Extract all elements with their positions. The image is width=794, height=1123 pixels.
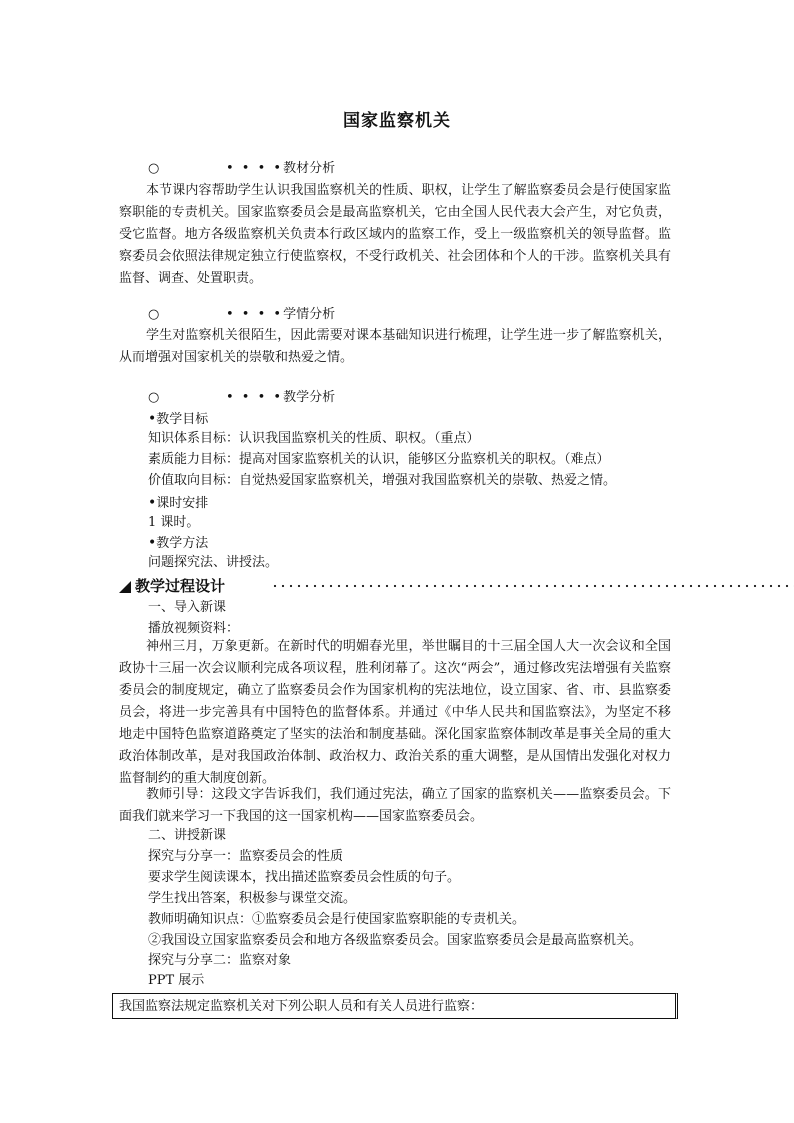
video-label: 播放视频资料：	[148, 621, 240, 636]
goals-title: •教学目标	[148, 411, 209, 427]
new-lesson-title: 二、讲授新课	[148, 828, 227, 843]
schedule-text: 1 课时。	[148, 515, 200, 530]
document-title: 国家监察机关	[343, 111, 451, 131]
explore1-point2: ②我国设立国家监察委员会和地方各级监察委员会。国家监察委员会是最高监察机关。	[148, 933, 643, 948]
explore2-title: 探究与分享二：监察对象	[148, 953, 292, 968]
design-heading: 教学过程设计	[135, 577, 226, 595]
triangle-marker-icon	[119, 581, 131, 593]
teacher-guide-paragraph: 教师引导：这段文字告诉我们，我们通过宪法，确立了国家的监察机关——监察委员会。下面我们就来学习一下我国的这一国家机构——国家监察委员会。	[119, 787, 671, 824]
circle-marker-icon: ○	[148, 307, 160, 322]
explore1-response: 学生找出答案，积极参与课堂交流。	[148, 891, 357, 906]
method-text: 问题探究法、讲授法。	[148, 555, 279, 570]
supervision-box: 我国监察法规定监察机关对下列公职人员和有关人员进行监察：	[112, 993, 678, 1019]
goal-value: 价值取向目标：自觉热爱国家监察机关，增强对我国监察机关的崇敬、热爱之情。	[148, 473, 617, 488]
video-paragraph: 神州三月，万象更新。在新时代的明媚春光里，举世瞩目的十三届全国人大一次会议和全国政协十三届一次会议顺利完成各项议程，胜利闭幕了。这次“两会”，通过修改宪法增强有关监察委员会的制度规定，确立了监察委员会作为国家机构的宪法地位，设立国家、省、市、县监察委员会，将进一步完善具有中国特色的监督体系。并通过《中华人民共和国监察法》，为坚定不移地走中国特色监察道路奠定了坚实的法治和制度基础。深化国家监察体制改革是事关全局的重大政治体制改革，是对我国政治体制、政治权力、政治关系的重大调整，是从国情出发强化对权力监督制约的重大制度创新。	[119, 639, 671, 786]
goal-ability: 素质能力目标：提高对国家监察机关的认识，能够区分监察机关的职权。（难点）	[148, 452, 610, 467]
dots-marker-icon: • • • •	[226, 390, 284, 405]
method-title: •教学方法	[148, 535, 209, 551]
design-section-bar	[119, 576, 794, 596]
explore1-title: 探究与分享一：监察委员会的性质	[148, 849, 344, 864]
intro-title: 一、导入新课	[148, 600, 227, 615]
goal-knowledge: 知识体系目标：认识我国监察机关的性质、职权。（重点）	[148, 431, 480, 446]
bullet-icon: •	[148, 411, 157, 427]
section-heading-teaching-analysis	[148, 389, 335, 407]
bullet-icon: •	[148, 495, 157, 511]
student-analysis-paragraph: 学生对监察机关很陌生，因此需要对课本基础知识进行梳理，让学生进一步了解监察机关，从而增强对国家机关的崇敬和热爱之情。	[119, 328, 671, 365]
dots-marker-icon: • • • •	[226, 161, 284, 176]
section-heading-text: 教材分析	[283, 161, 336, 176]
circle-marker-icon: ○	[148, 161, 160, 176]
explore1-point1: 教师明确知识点：①监察委员会是行使国家监察职能的专责机关。	[148, 912, 526, 927]
dots-marker-icon: • • • •	[226, 307, 284, 322]
section-heading-text: 教学分析	[283, 390, 336, 405]
explore1-requirement: 要求学生阅读课本，找出描述监察委员会性质的句子。	[148, 870, 461, 885]
textbook-analysis-paragraph: 本节课内容帮助学生认识我国监察机关的性质、职权，让学生了解监察委员会是行使国家监察职能的专责机关。国家监察委员会是最高监察机关，它由全国人民代表大会产生，对它负责，受它监督。地方各级监察机关负责本行政区域内的监察工作，受上一级监察机关的领导监督。监察委员会依照法律规定独立行使监察权，不受行政机关、社会团体和个人的干涉。监察机关具有监督、调查、处置职责。	[119, 183, 671, 286]
bullet-icon: •	[148, 535, 157, 551]
dotted-divider	[271, 584, 794, 588]
schedule-title: •课时安排	[148, 495, 209, 511]
section-heading-textbook-analysis	[148, 160, 335, 178]
section-heading-student-analysis	[148, 306, 335, 324]
ppt-label: PPT 展示	[148, 973, 205, 988]
section-heading-text: 学情分析	[283, 307, 336, 322]
circle-marker-icon: ○	[148, 390, 160, 405]
